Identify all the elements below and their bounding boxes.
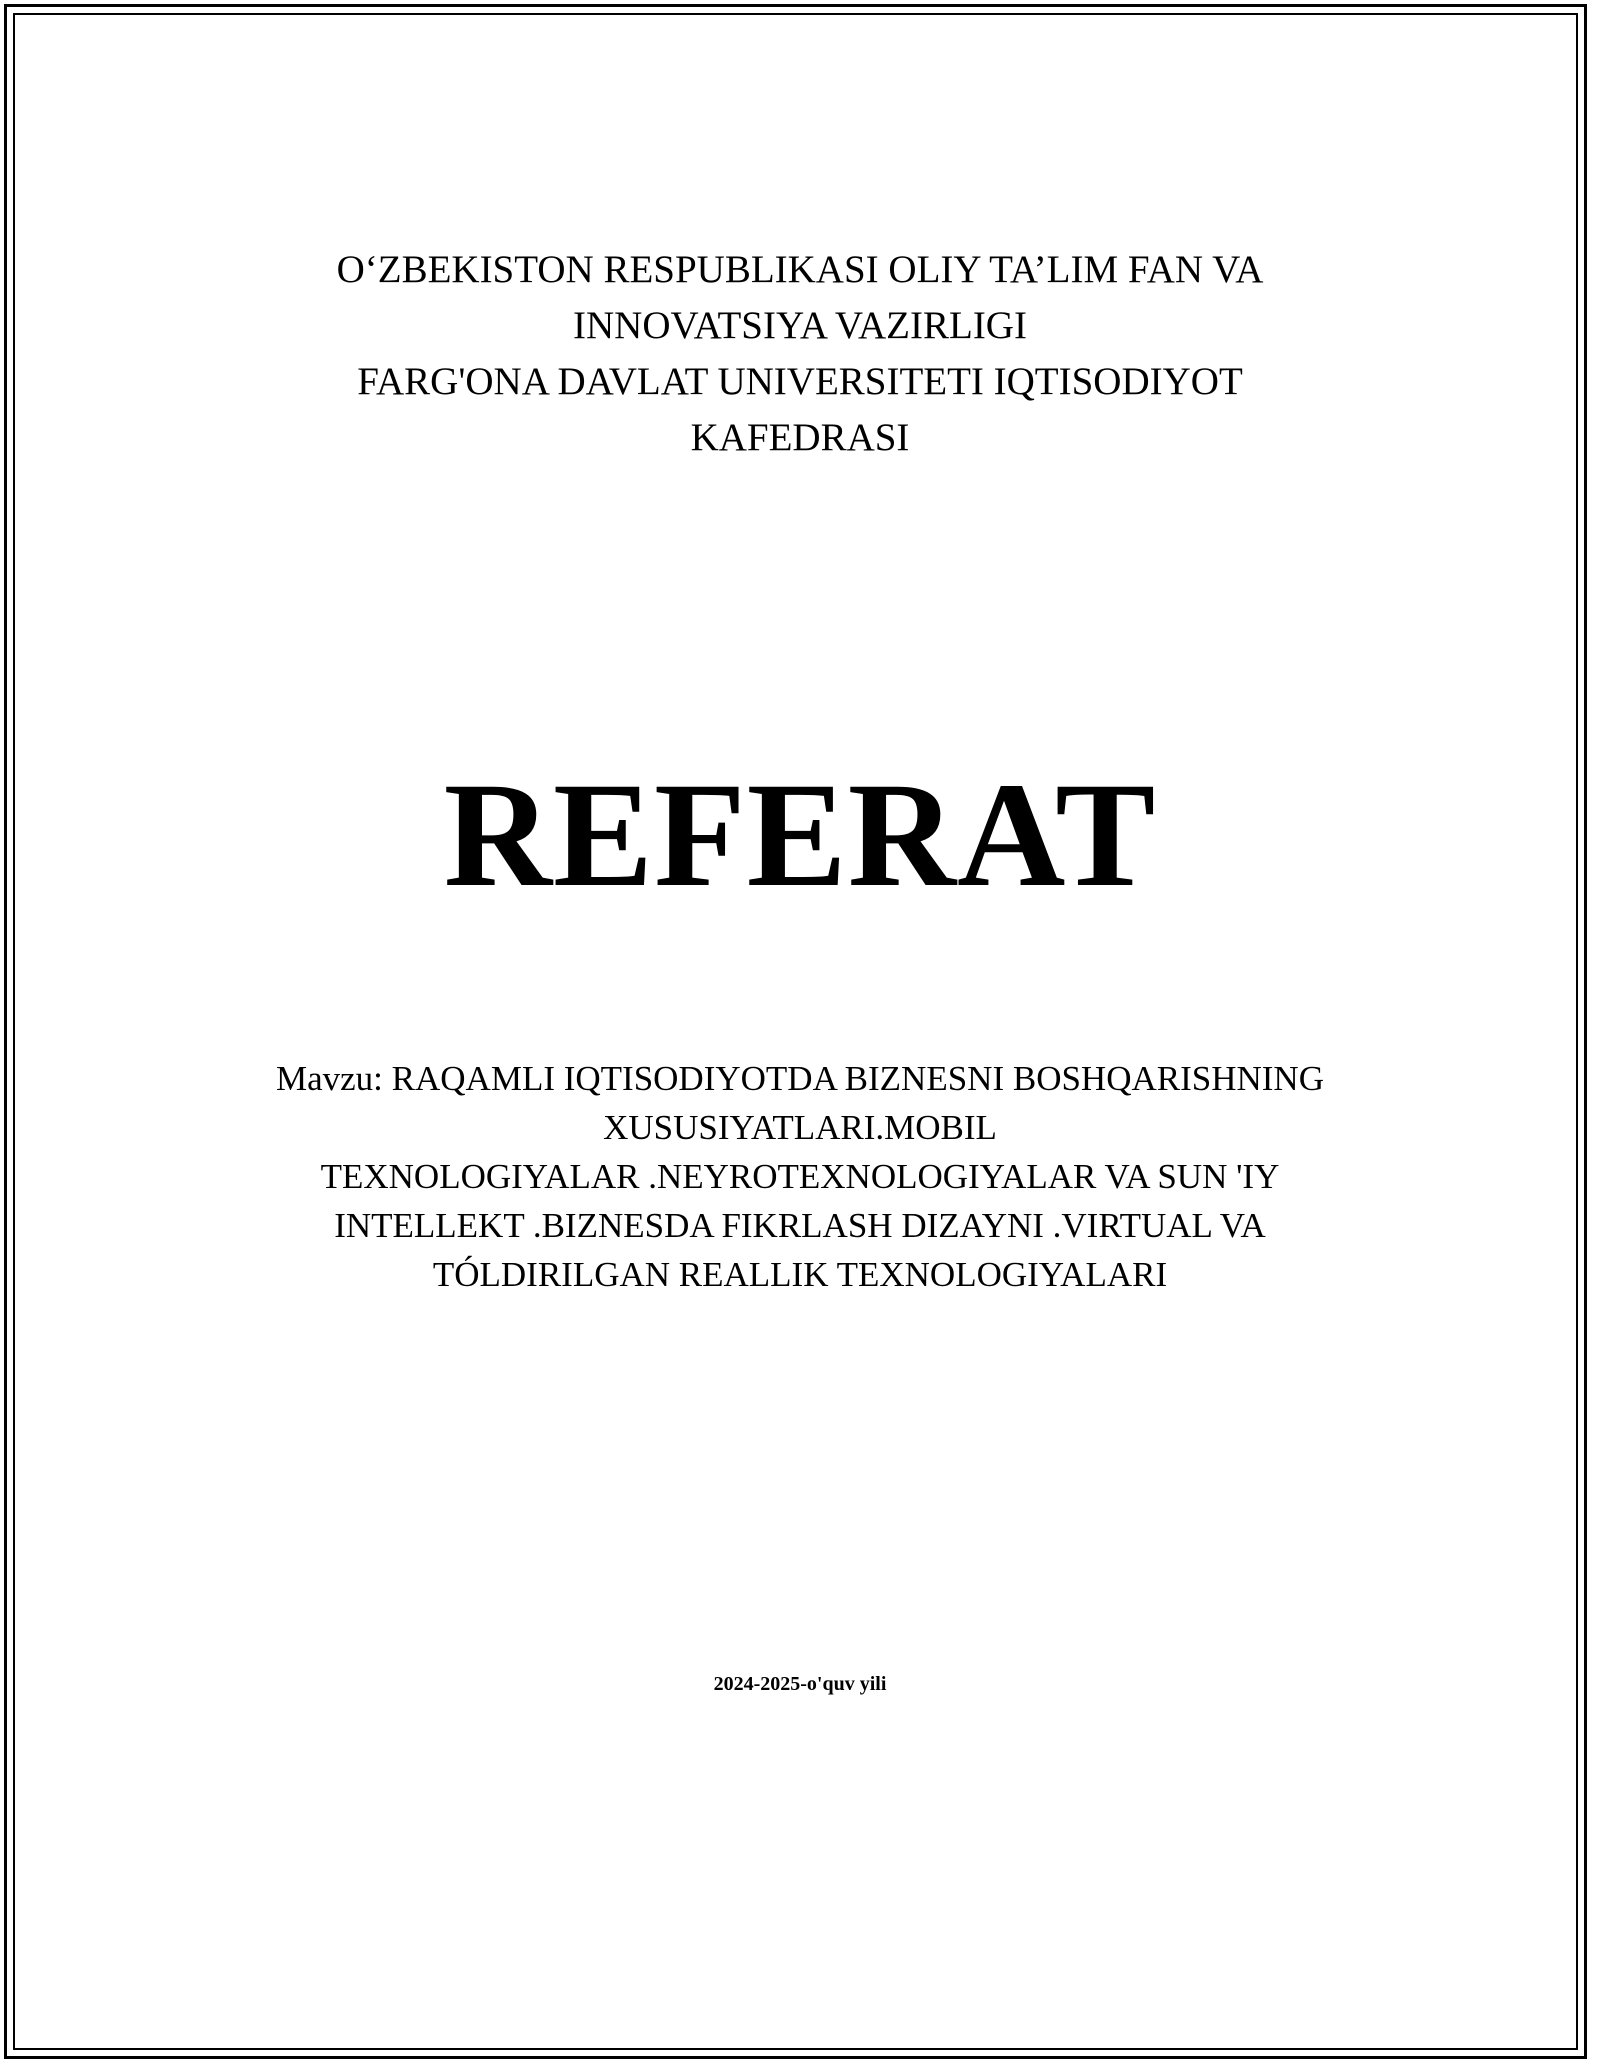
topic-line-5: TÓLDIRILGAN REALLIK TEXNOLOGIYALARI <box>432 1255 1168 1294</box>
topic-block <box>0 1054 1600 1299</box>
document-title: REFERAT <box>443 752 1157 918</box>
topic-line-3: TEXNOLOGIYALAR .NEYROTEXNOLOGIYALAR VA SUN 'IY <box>320 1157 1280 1196</box>
header-line-2: INNOVATSIYA VAZIRLIGI <box>573 304 1027 347</box>
topic-line-2: XUSUSIYATLARI.MOBIL <box>603 1108 997 1147</box>
institution-header <box>0 242 1600 466</box>
topic-line-4: INTELLEKT .BIZNESDA FIKRLASH DIZAYNI .VIRTUAL VA <box>334 1206 1266 1245</box>
academic-year: 2024-2025-o'quv yili <box>713 1673 887 1695</box>
topic-line-1: Mavzu: RAQAMLI IQTISODIYOTDA BIZNESNI BOSHQARISHNING <box>275 1059 1324 1098</box>
header-line-1: O‘ZBEKISTON RESPUBLIKASI OLIY TA’LIM FAN VA <box>336 248 1264 291</box>
header-line-3: FARG'ONA DAVLAT UNIVERSITETI IQTISODIYOT <box>357 360 1243 403</box>
header-line-4: KAFEDRASI <box>690 416 910 459</box>
